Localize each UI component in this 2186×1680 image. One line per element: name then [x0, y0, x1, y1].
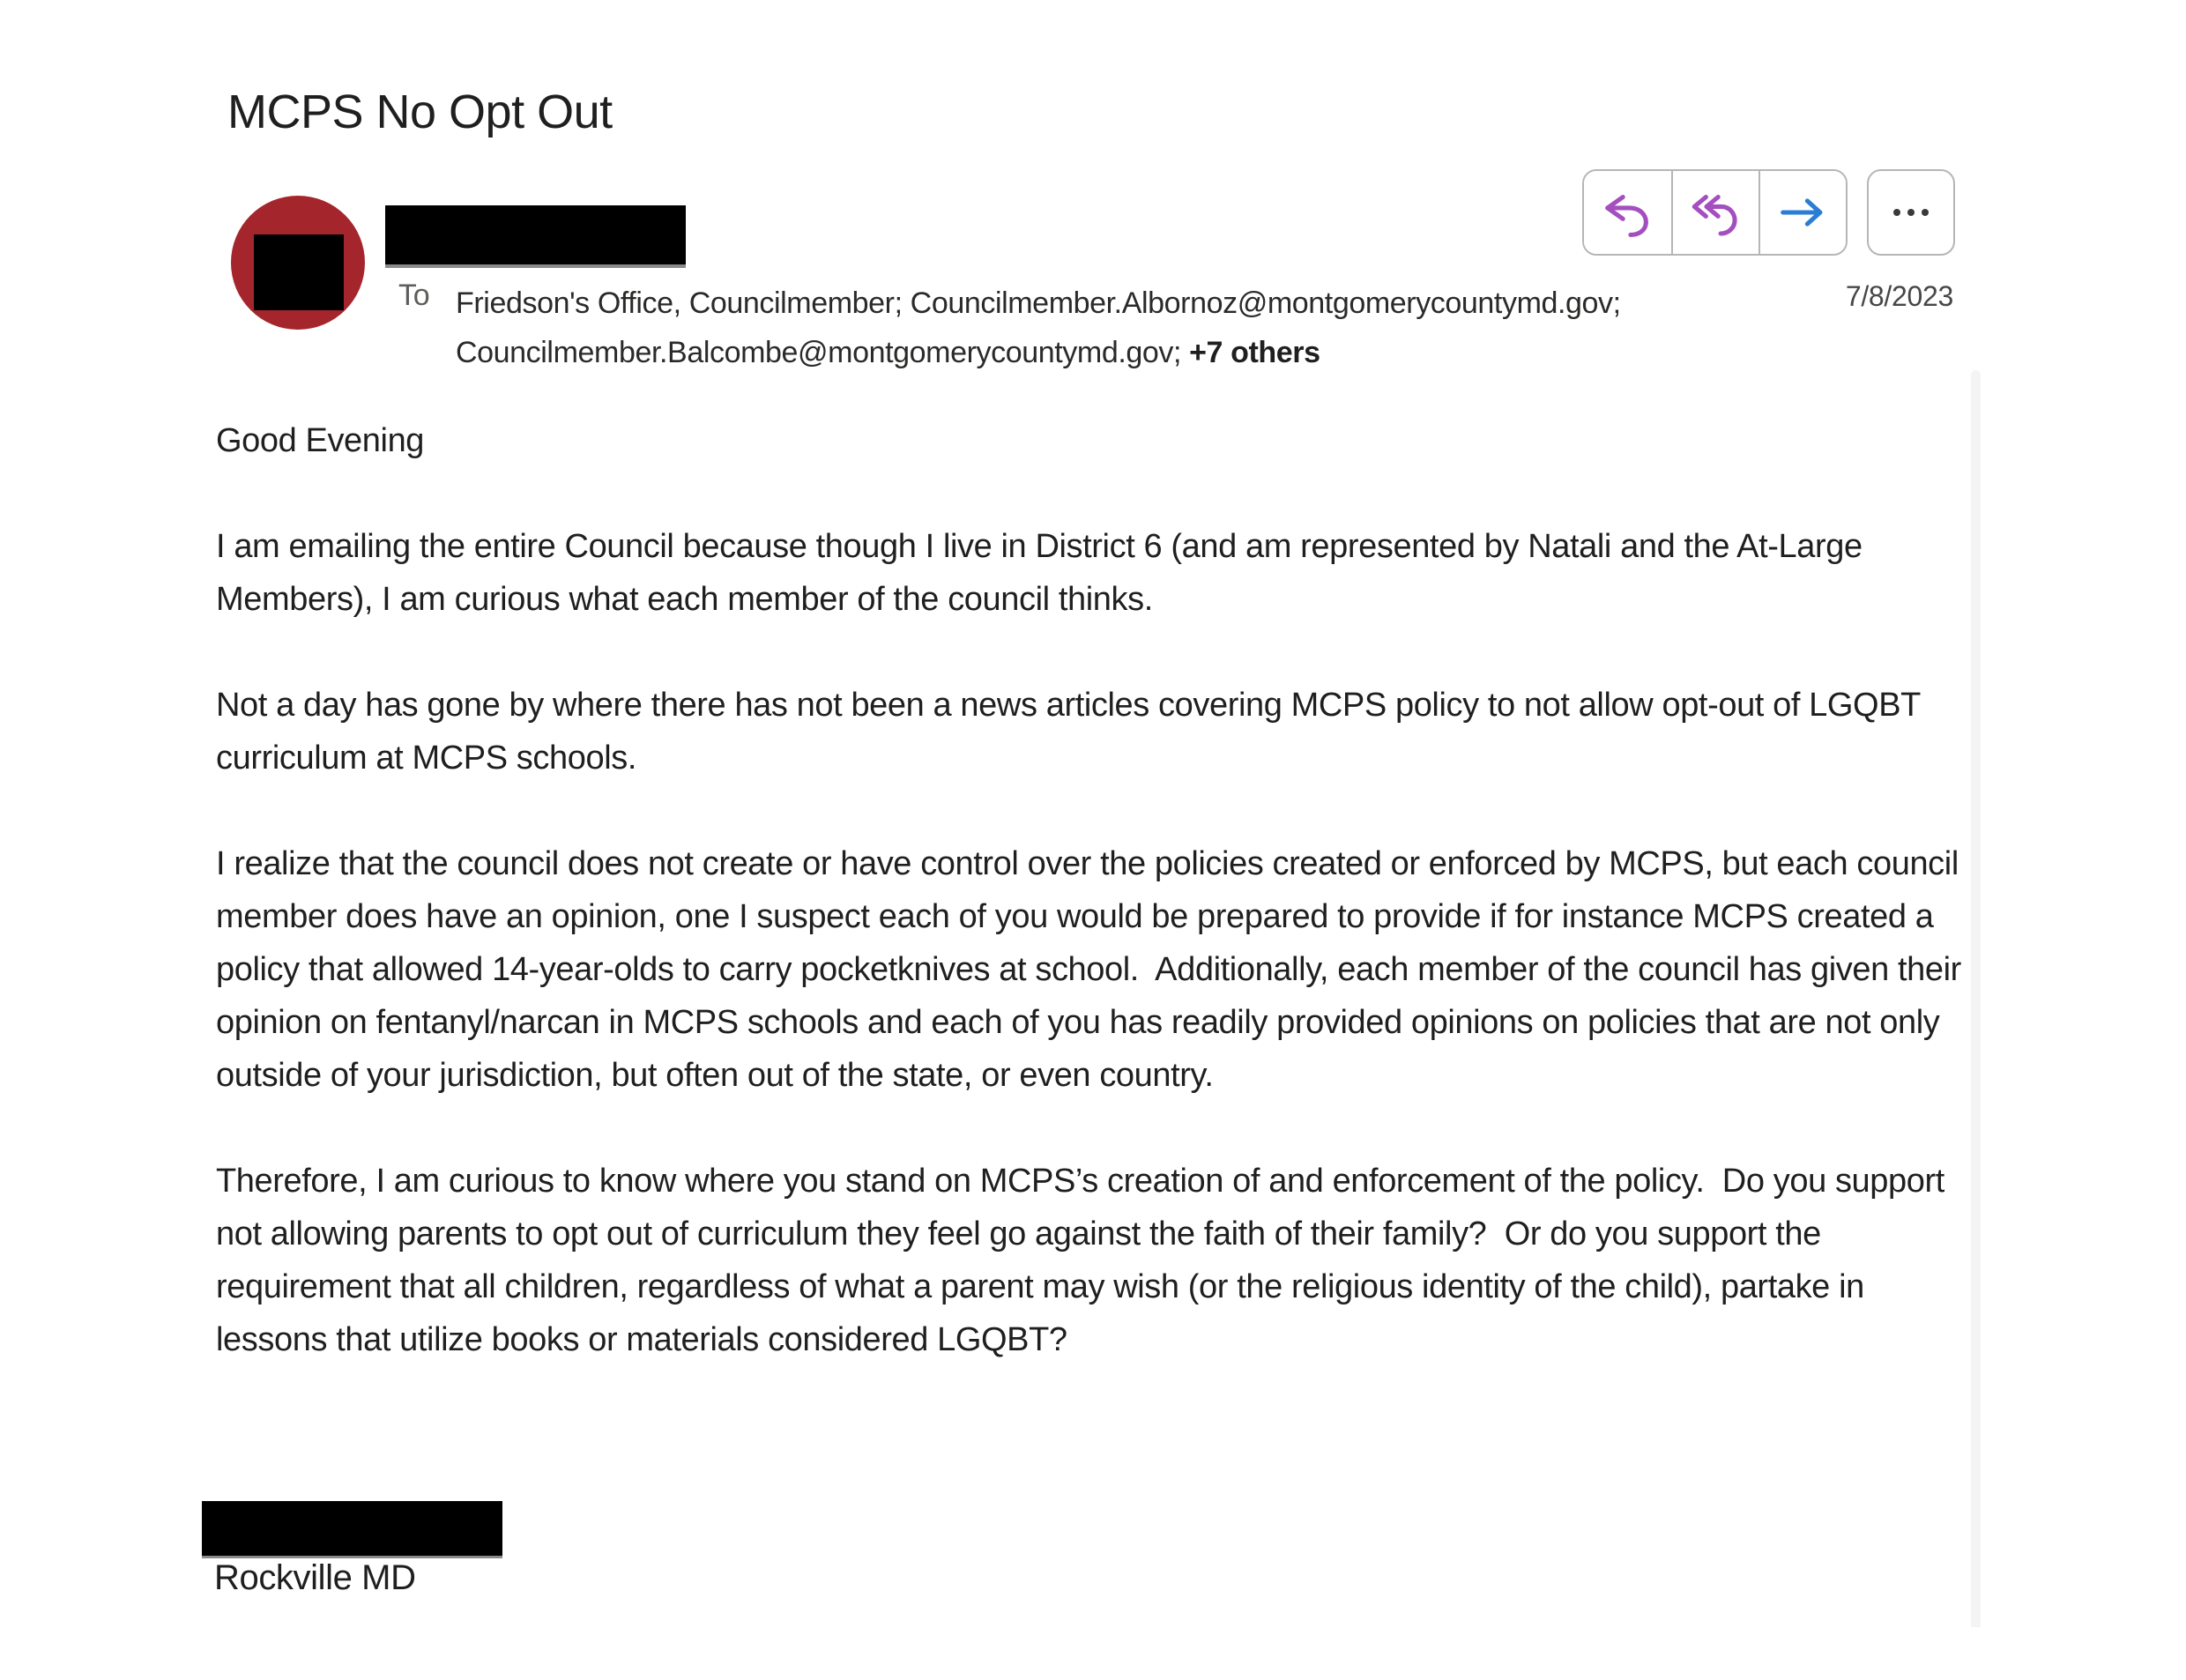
reply-button[interactable]	[1584, 171, 1671, 254]
recipients-more-button[interactable]: +7 others	[1189, 336, 1320, 369]
avatar-redaction-box	[254, 234, 344, 310]
reply-all-button[interactable]	[1671, 171, 1758, 254]
email-date: 7/8/2023	[1845, 280, 1953, 312]
reply-arrow-icon	[1600, 184, 1656, 241]
body-paragraph: Not a day has gone by where there has not been a news articles covering MCPS policy to not allow opt-out of LGQBT curriculum at MCPS schools.	[216, 687, 1929, 777]
toolbar-reply-group	[1582, 169, 1848, 256]
body-paragraph: I realize that the council does not create or have control over the policies created or enforced by MCPS, but each council member does have an opinion, one I suspect each of you would be prepared to provide if for instance MCPS created a policy that allowed 14-year-olds to carry pocketknives at school. Additionally, each member of the council has given their opinion on fentanyl/narcan in MCPS schools and each of you has readily provided opinions on policies that are not only outside of your jurisdiction, but often out of the state, or even country.	[216, 845, 1971, 1094]
body-paragraph: Good Evening	[216, 422, 425, 459]
email-body	[216, 414, 1970, 1419]
sender-name-redaction-box	[385, 205, 686, 268]
reply-all-arrow-icon	[1688, 184, 1744, 241]
forward-arrow-icon	[1775, 184, 1832, 241]
to-label: To	[398, 279, 430, 312]
signature-name-redaction-box	[202, 1501, 502, 1558]
recipient-list[interactable]	[456, 279, 1760, 377]
signature-city: Rockville MD	[214, 1558, 416, 1597]
body-paragraph: I am emailing the entire Council because though I live in District 6 (and am represented by Natali and the At-Large Members), I am curious what each member of the council thinks.	[216, 528, 1871, 618]
email-subject: MCPS No Opt Out	[227, 85, 613, 138]
body-paragraph: Therefore, I am curious to know where you stand on MCPS’s creation of and enforcement of the policy. Do you support not allowing parents to opt out of curriculum they feel go against the faith of their family? Or do you support the requirement that all children, regardless of what a parent may wish (or the religious identity of the child), partake in lessons that utilize books or materials considered LGQBT?	[216, 1163, 1954, 1358]
scrollbar[interactable]	[1971, 370, 1981, 1627]
more-actions-button[interactable]	[1867, 169, 1955, 256]
sender-avatar[interactable]	[231, 196, 365, 330]
recipients-line2-text[interactable]: Councilmember.Balcombe@montgomerycountymd.gov;	[456, 336, 1182, 369]
recipients-line2[interactable]	[456, 328, 1760, 377]
recipients-line1[interactable]: Friedson's Office, Councilmember; Councilmember.Albornoz@montgomerycountymd.gov;	[456, 286, 1621, 320]
forward-button[interactable]	[1758, 171, 1846, 254]
ellipsis-icon	[1883, 184, 1939, 241]
